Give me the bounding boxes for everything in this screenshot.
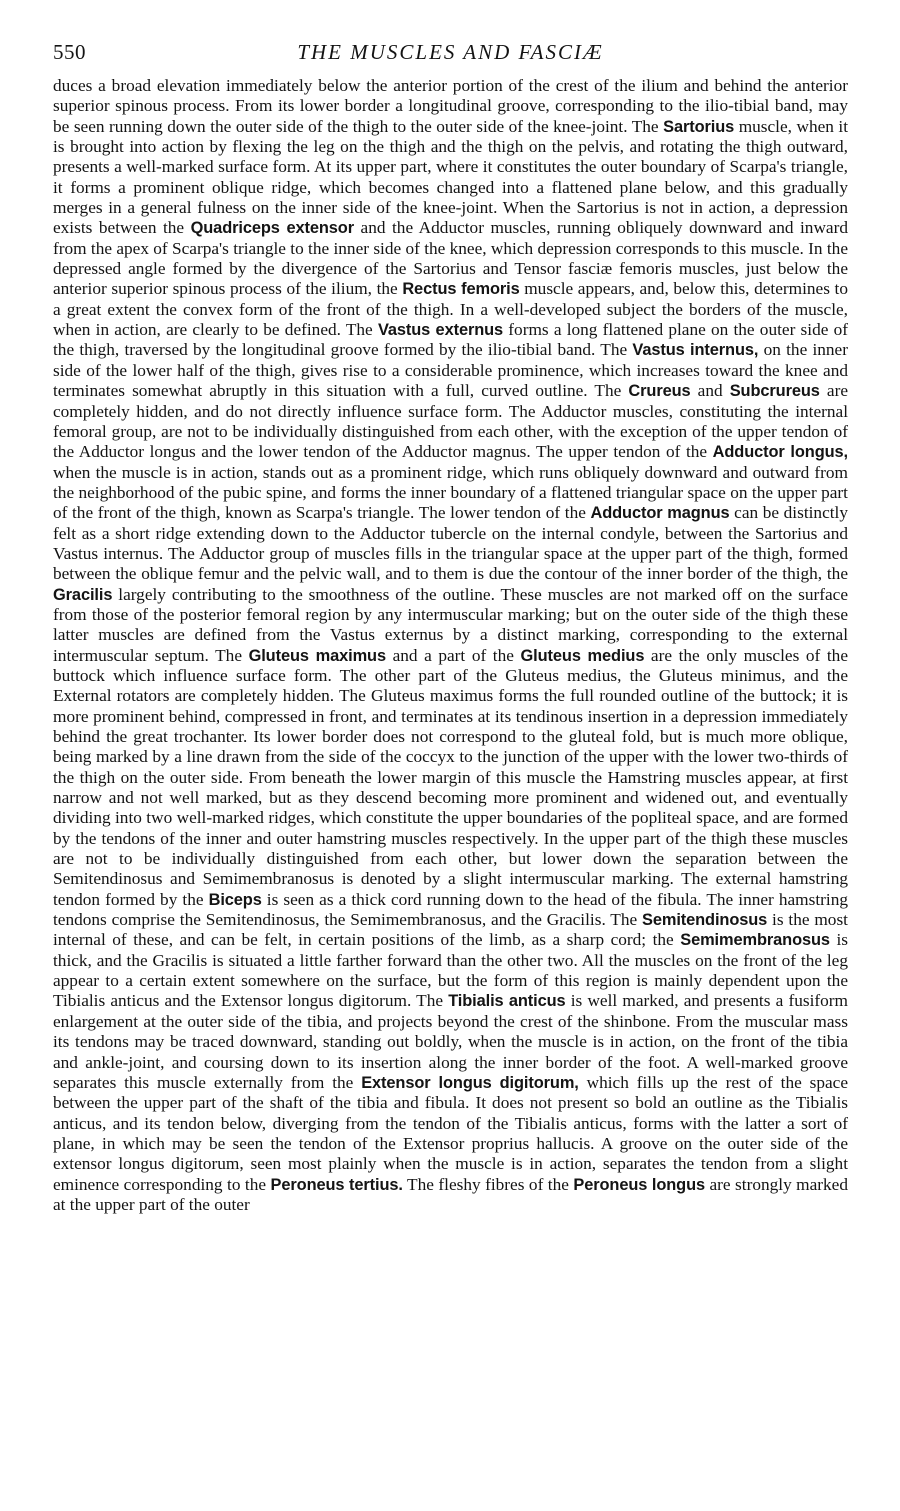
- text-run: are the only muscles of the buttock which influence surface form. The other part of the Gluteus medius, the Gluteus minimus, and the External rotators are completely hidden. The Gluteus maximus forms the full rounded outline of the buttock; it is more prominent behind, compressed in front, and terminates at its tendinous insertion in a depression immediately behind the great trochanter. Its lower border does not correspond to the gluteal fold, but is much more oblique, being marked by a line drawn from the side of the coccyx to the junction of the upper with the lower two-thirds of the thigh on the outer side. From beneath the lower margin of this muscle the Hamstring muscles appear, at first narrow and not well marked, but as they descend becoming more prominent and widened out, and eventually dividing into two well-marked ridges, which constitute the upper boundaries of the popliteal space, and are formed by the tendons of the inner and outer hamstring muscles respectively. In the upper part of the thigh these muscles are not to be individually distinguished from each other, but lower down the separation between the Semitendinosus and Semimembranosus is denoted by a slight intermuscular marking. The external hamstring tendon formed by the: [53, 645, 848, 909]
- body-paragraph: [53, 76, 848, 1215]
- page-number: 550: [53, 40, 86, 64]
- muscle-term: Gluteus maximus: [248, 646, 386, 665]
- muscle-term: Rectus femoris: [402, 280, 520, 299]
- text-run: duces a broad elevation immediately below the anterior portion of the crest of the ilium and behind the anterior superior spinous process. From its lower border a longitudinal groove, corresponding to the ilio-tibial band, may be seen running down the outer side of the thigh to the outer side of the knee-joint. The: [53, 76, 848, 136]
- text-run: is thick, and the Gracilis is situated a little farther forward than the other two. All the muscles on the front of the leg appear to a certain extent somewhere on the surface, but the form of this region is mainly dependent upon the Tibialis anticus and the Extensor longus digitorum. The: [53, 930, 848, 1011]
- text-run: muscle appears, and, below this, determines to a great extent the convex form of the front of the thigh. In a well-developed subject the borders of the muscle, when in action, are clearly to be defined. The: [53, 279, 848, 340]
- text-run: The fleshy fibres of the: [402, 1174, 574, 1194]
- text-run: is well marked, and presents a fusiform enlargement at the outer side of the tibia, and projects beyond the crest of the shinbone. From the muscular mass its tendons may be traced downward, standing out boldly, when the muscle is in action, on the front of the tibia and ankle-joint, and coursing down to its insertion along the inner border of the foot. A well-marked groove separates this muscle externally from the: [53, 991, 848, 1092]
- text-run: and: [690, 381, 730, 401]
- muscle-term: Crureus: [628, 382, 691, 401]
- muscle-term: Peroneus longus: [573, 1175, 706, 1194]
- muscle-term: Tibialis anticus: [448, 992, 566, 1011]
- muscle-term: Subcrureus: [729, 382, 820, 401]
- muscle-term: Vastus internus,: [632, 341, 759, 360]
- text-run: largely contributing to the smoothness of the outline. These muscles are not marked off on the surface from those of the posterior femoral region by any intermuscular marking; but on the outer side of the thigh these latter muscles are defined from the Vastus externus by a distinct marking, corresponding to the external intermuscular septum. The: [53, 584, 848, 665]
- text-run: forms a long flattened plane on the outer side of the thigh, traversed by the longitudinal groove formed by the ilio-tibial band. The: [53, 320, 848, 360]
- muscle-term: Semimembranosus: [680, 931, 830, 950]
- muscle-term: Gluteus medius: [520, 646, 645, 665]
- text-run: is seen as a thick cord running down to the head of the fibula. The inner hamstring tendons comprise the Semitendinosus, the Semimembranosus, and the Gracilis. The: [53, 889, 848, 930]
- text-run: are completely hidden, and do not directly influence surface form. The Adductor muscles, constituting the internal femoral group, are not to be individually distinguished from each other, with the exception of the upper tendon of the Adductor longus and the lower tendon of the Adductor magnus. The upper tendon of the: [53, 381, 848, 462]
- muscle-term: Vastus externus: [377, 321, 504, 340]
- text-run: and the Adductor muscles, running obliquely downward and inward from the apex of Scarpa's triangle to the inner side of the knee, which depression corresponds to this muscle. In the depressed angle formed by the divergence of the Sartorius and Tensor fasciæ femoris muscles, just below the anterior superior spinous process of the ilium, the: [53, 218, 848, 299]
- text-run: is the most internal of these, and can be felt, in certain positions of the limb, as a sharp cord; the: [53, 910, 848, 950]
- muscle-term: Extensor longus digitorum,: [361, 1073, 579, 1092]
- muscle-term: Sartorius: [663, 117, 735, 136]
- text-run: muscle, when it is brought into action by flexing the leg on the thigh and the thigh on the pelvis, and rotating the thigh outward, presents a well-marked surface form. At its upper part, where it constitutes the outer boundary of Scarpa's triangle, it forms a prominent oblique ridge, which becomes changed into a flattened plane below, and this gradually merges in a general fulness on the inner side of the knee-joint. When the Sartorius is not in action, a depression exists between the: [53, 116, 849, 238]
- running-title: THE MUSCLES AND FASCIÆ: [297, 40, 604, 64]
- muscle-term: Semitendinosus: [642, 911, 768, 930]
- muscle-term: Biceps: [208, 890, 262, 909]
- text-run: can be distinctly felt as a short ridge extending down to the Adductor tubercle on the internal condyle, between the Sartorius and Vastus internus. The Adductor group of muscles fills in the triangular space at the upper part of the thigh, formed between the oblique femur and the pelvic wall, and to them is due the contour of the inner border of the thigh, the: [53, 503, 848, 584]
- muscle-term: Adductor longus,: [712, 443, 848, 462]
- text-run: are strongly marked at the upper part of the outer: [53, 1174, 848, 1214]
- muscle-term: Peroneus tertius.: [270, 1175, 403, 1194]
- text-run: and a part of the: [385, 645, 521, 665]
- text-run: when the muscle is in action, stands out as a prominent ridge, which runs obliquely downward and outward from the neighborhood of the pubic spine, and forms the inner boundary of a flattened triangular space on the upper part of the front of the thigh, known as Scarpa's triangle. The lower tendon of the: [53, 462, 848, 523]
- text-run: on the inner side of the lower half of the thigh, gives rise to a considerable prominence, which increases toward the knee and terminates somewhat abruptly in this situation with a full, curved outline. The: [53, 340, 848, 401]
- muscle-term: Adductor magnus: [590, 504, 730, 523]
- muscle-term: Quadriceps extensor: [190, 219, 354, 238]
- text-run: which fills up the rest of the space between the upper part of the shaft of the tibia and fibula. It does not present so bold an outline as the Tibialis anticus, and its tendon below, diverging from the tendon of the Tibialis anticus, forms with the latter a sort of plane, in which may be seen the tendon of the Extensor proprius hallucis. A groove on the outer side of the extensor longus digitorum, seen most plainly when the muscle is in action, separates the tendon from a slight eminence corresponding to the: [53, 1072, 848, 1194]
- muscle-term: Gracilis: [53, 585, 113, 604]
- running-head: [53, 40, 848, 76]
